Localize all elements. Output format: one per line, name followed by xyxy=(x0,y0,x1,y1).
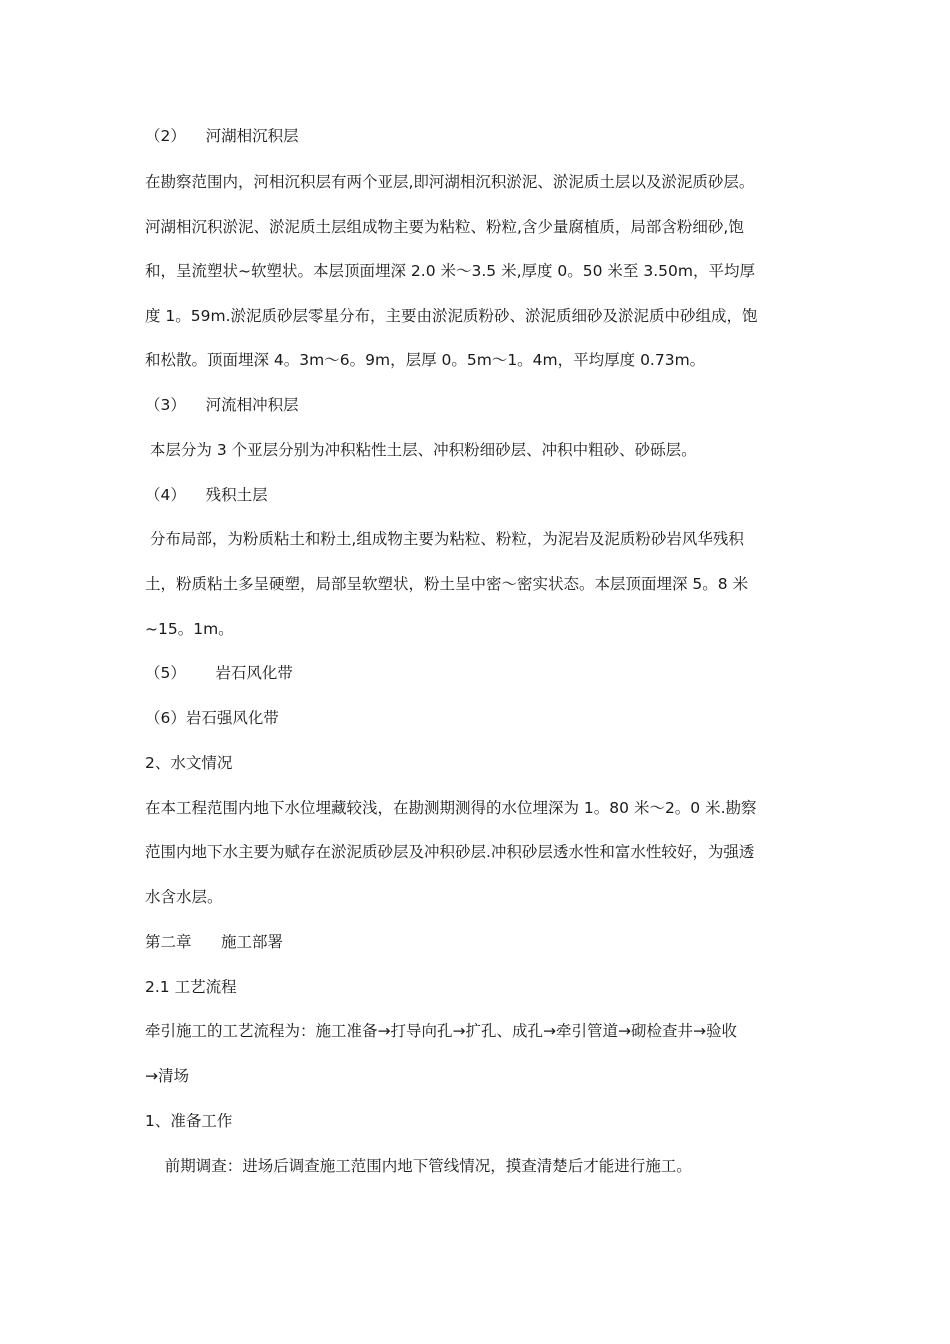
paragraph-line: 度 1。59m.淤泥质砂层零星分布，主要由淤泥质粉砂、淤泥质细砂及淤泥质中砂组成，饱 xyxy=(145,307,758,325)
heading-hydrology: 2、水文情况 xyxy=(145,754,233,772)
paragraph-line: 在本工程范围内地下水位埋藏较浅，在勘测期测得的水位埋深为 1。80 米～2。0 米.勘察 xyxy=(145,799,757,817)
heading-strongly-weathered-rock: （6）岩石强风化带 xyxy=(145,709,279,727)
heading-weathered-rock: （5） 岩石风化带 xyxy=(145,664,293,682)
heading-preparation: 1、准备工作 xyxy=(145,1112,233,1130)
paragraph-line: 水含水层。 xyxy=(145,888,223,906)
paragraph-line: 本层分为 3 个亚层分别为冲积粘性土层、冲积粉细砂层、冲积中粗砂、砂砾层。 xyxy=(145,441,697,459)
paragraph-line: ~15。1m。 xyxy=(145,620,234,638)
heading-alluvial-layer: （3） 河流相冲积层 xyxy=(145,396,299,414)
section-heading-process-flow: 2.1 工艺流程 xyxy=(145,978,237,996)
paragraph-line: 和，呈流塑状~软塑状。本层顶面埋深 2.0 米～3.5 米,厚度 0。50 米至 3.50m，平均厚 xyxy=(145,262,755,280)
paragraph-line: →清场 xyxy=(145,1067,189,1085)
heading-residual-soil: （4） 残积土层 xyxy=(145,486,268,504)
heading-river-lake-sediment: （2） 河湖相沉积层 xyxy=(145,127,299,145)
paragraph-line: 牵引施工的工艺流程为：施工准备→打导向孔→扩孔、成孔→牵引管道→砌检查井→验收 xyxy=(145,1022,737,1040)
paragraph-line: 和松散。顶面埋深 4。3m～6。9m，层厚 0。5m～1。4m，平均厚度 0.73m。 xyxy=(145,351,706,369)
paragraph-line: 河湖相沉积淤泥、淤泥质土层组成物主要为粘粒、粉粒,含少量腐植质，局部含粉细砂,饱 xyxy=(145,218,744,236)
paragraph-line: 范围内地下水主要为赋存在淤泥质砂层及冲积砂层.冲积砂层透水性和富水性较好，为强透 xyxy=(145,843,755,861)
paragraph-line: 分布局部，为粉质粘土和粉土,组成物主要为粘粒、粉粒，为泥岩及泥质粉砂岩风华残积 xyxy=(145,530,744,548)
chapter-heading: 第二章 施工部署 xyxy=(145,933,284,951)
paragraph-line: 在勘察范围内，河相沉积层有两个亚层,即河湖相沉积淤泥、淤泥质土层以及淤泥质砂层。 xyxy=(145,173,755,191)
paragraph-line: 土，粉质粘土多呈硬塑，局部呈软塑状，粉土呈中密～密实状态。本层顶面埋深 5。8 米 xyxy=(145,575,749,593)
paragraph-line: 前期调查：进场后调查施工范围内地下管线情况，摸查清楚后才能进行施工。 xyxy=(145,1157,692,1175)
